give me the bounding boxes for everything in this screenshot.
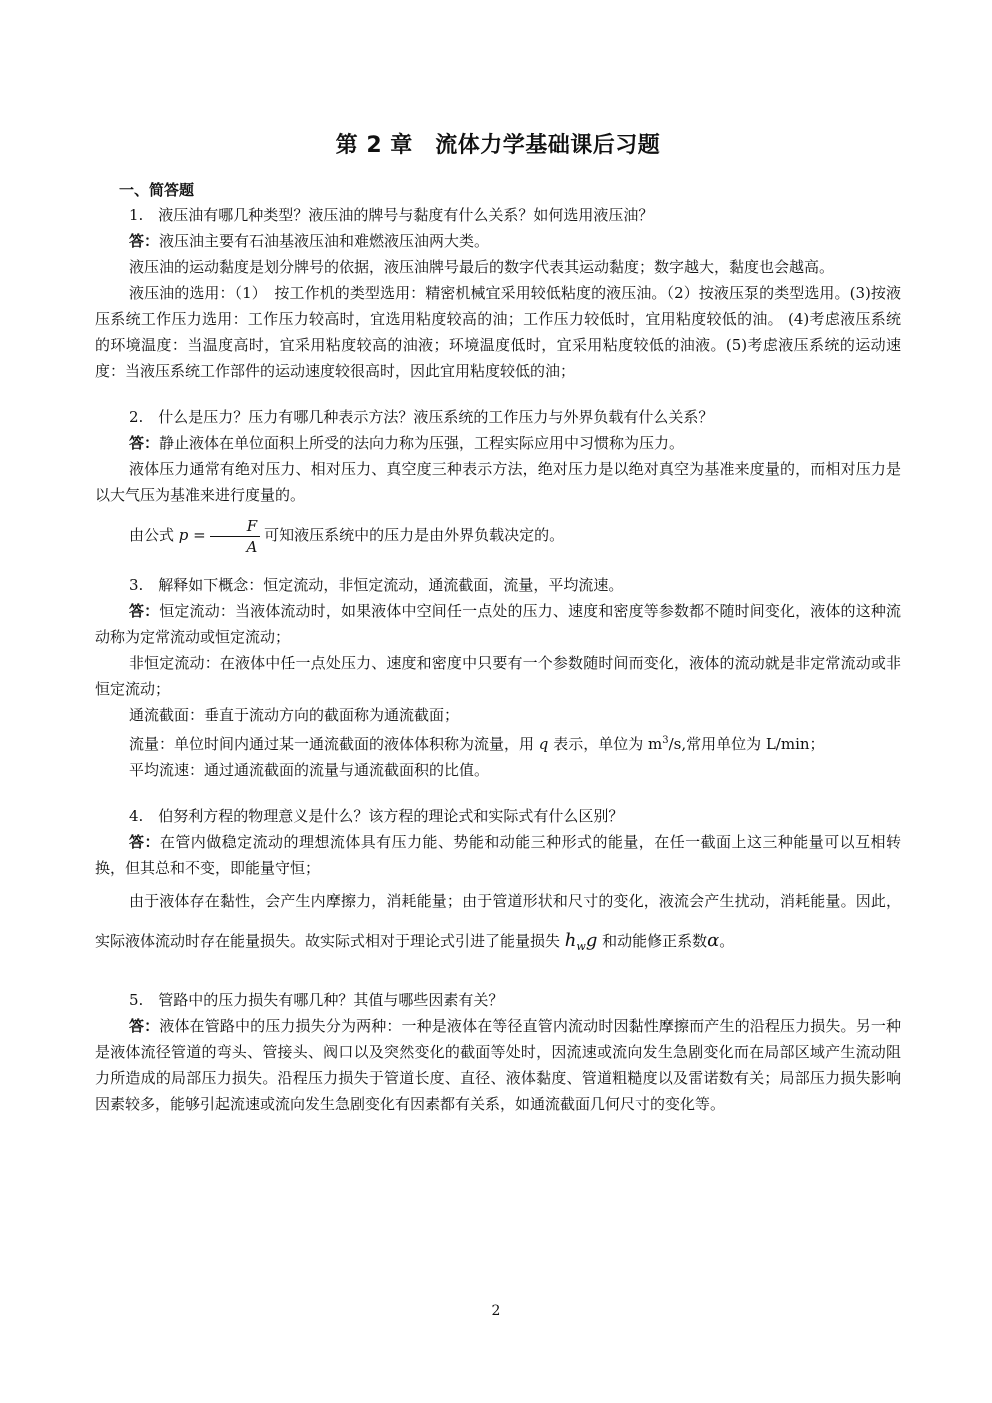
answer-label: 答： (129, 1017, 160, 1035)
question-2: 2. 什么是压力？压力有哪几种表示方法？液压系统的工作压力与外界负载有什么关系？ (129, 408, 714, 426)
chapter-title: 第 2 章 流体力学基础课后习题 (335, 133, 661, 158)
answer-2-formula-line: 由公式 p = $\frac{F}{A}$ 可知液压系统中的压力是由外界负载决定的。 (129, 516, 565, 556)
question-5: 5. 管路中的压力损失有哪几种？其值与哪些因素有关？ (129, 991, 504, 1009)
question-1: 1. 液压油有哪几种类型？液压油的牌号与黏度有什么关系？如何选用液压油？ (129, 206, 654, 224)
answer-3-para-2: 非恒定流动：在液体中任一点处压力、速度和密度中只要有一个参数随时间而变化，液体的流动就是非定常流动或非恒定流动； (95, 654, 901, 698)
answer-4: 答：在管内做稳定流动的理想流体具有压力能、势能和动能三种形式的能量，在任一截面上这三种能量可以互相转换，但其总和不变，即能量守恒； (95, 833, 901, 877)
answer-3-para-3: 通流截面：垂直于流动方向的截面称为通流截面； (129, 706, 460, 724)
answer-1-para-3: 液压油的选用：（1） 按工作机的类型选用：精密机械宜采用较低粘度的液压油。（2）按液压泵的类型选用。(3)按液压系统工作压力选用：工作压力较高时，宜选用粘度较高的油；工作压力较低时，宜用粘度较低的油。 (4)考虑液压系统的环境温度：当温度高时，宜采用粘度较高的油液；环境温度低时，宜采用粘度较低的油液。(5)考虑液压系统的运动速度：当液压系统工作部件的运动速度较很高时，因此宜用粘度较低的油； (95, 284, 901, 380)
answer-1-para-2: 液压油的运动黏度是划分牌号的依据，液压油牌号最后的数字代表其运动黏度；数字越大，黏度也会越高。 (129, 258, 835, 276)
answer-4-para-2: 由于液体存在黏性，会产生内摩擦力，消耗能量；由于管道形状和尺寸的变化，液流会产生扰动，消耗能量。因此，实际液体流动时存在能量损失。故实际式相对于理论式引进了能量损失 $h_wg$ 和动能修正系数α。 (95, 892, 901, 953)
answer-3-para-5: 平均流速：通过通流截面的流量与通流截面积的比值。 (129, 761, 490, 779)
answer-label: 答： (129, 602, 160, 620)
question-4: 4. 伯努利方程的物理意义是什么？该方程的理论式和实际式有什么区别？ (129, 807, 624, 825)
answer-3-para-4: 流量：单位时间内通过某一通流截面的液体体积称为流量，用 q 表示，单位为 $m^3/s$,常用单位为 L/min； (129, 735, 825, 753)
answer-1: 答：液压油主要有石油基液压油和难燃液压油两大类。 (129, 232, 490, 250)
page-number: 2 (491, 1303, 501, 1319)
answer-label: 答： (129, 232, 160, 250)
answer-5: 答：液体在管路中的压力损失分为两种：一种是液体在等径直管内流动时因黏性摩擦而产生的沿程压力损失。另一种是液体流径管道的弯头、管接头、阀口以及突然变化的截面等处时，因流速或流向发生急剧变化而在局部区域产生流动阻力所造成的局部压力损失。沿程压力损失于管道长度、直径、液体黏度、管道粗糙度以及雷诺数有关；局部压力损失影响因素较多，能够引起流速或流向发生急剧变化有因素都有关系，如通流截面几何尺寸的变化等。 (95, 1017, 901, 1113)
answer-2: 答：静止液体在单位面积上所受的法向力称为压强，工程实际应用中习惯称为压力。 (129, 434, 685, 452)
document-body (95, 128, 901, 1117)
answer-label: 答： (129, 833, 160, 851)
section-heading: 一、简答题 (119, 181, 195, 199)
question-3: 3. 解释如下概念：恒定流动，非恒定流动，通流截面，流量，平均流速。 (129, 576, 624, 594)
formula-lhs: p = (178, 526, 206, 544)
pressure-fraction: $\frac{F}{A}$ (210, 516, 260, 557)
answer-3: 答：恒定流动：当液体流动时，如果液体中空间任一点处的压力、速度和密度等参数都不随时间变化，液体的这种流动称为定常流动或恒定流动； (95, 602, 901, 646)
answer-2-para-2: 液体压力通常有绝对压力、相对压力、真空度三种表示方法，绝对压力是以绝对真空为基准来度量的，而相对压力是以大气压为基准来进行度量的。 (95, 460, 901, 504)
answer-label: 答： (129, 434, 160, 452)
